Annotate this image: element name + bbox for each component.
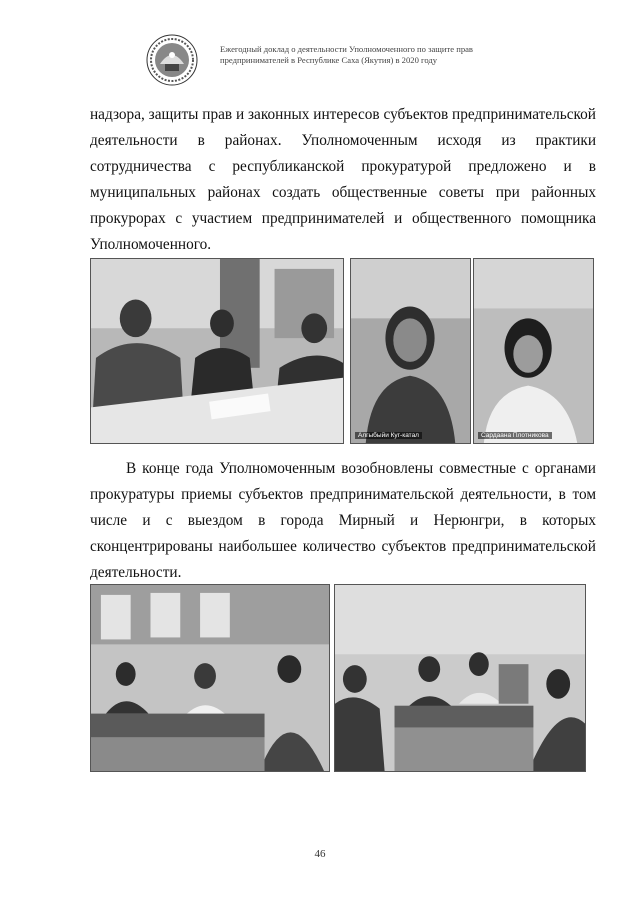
video-participant-name-left: Алгыбыйи Куг-катал (355, 432, 422, 439)
text-line: прокуратуры приемы субъектов предпринимательской деятельности, в том (90, 486, 596, 503)
text-line: муниципальных районах создать общественные советы при районных (90, 184, 596, 201)
photo-image (91, 585, 329, 771)
photo-image (335, 585, 585, 771)
text-line: Уполномоченного. (90, 236, 212, 253)
text-line: числе и с выездом в города Мирный и Нерюнгри, в которых (90, 512, 596, 529)
video-participant-name-right: Сардаана Плотникова (478, 432, 552, 439)
text-line: сотрудничества с республиканской прокуратурой предложено и в (90, 158, 596, 175)
paragraph-2 (90, 456, 596, 586)
meeting-photo-1 (90, 258, 344, 444)
header-line-1: Ежегодный доклад о деятельности Уполномоченного по защите прав (220, 44, 473, 54)
header-line-2: предпринимателей в Республике Саха (Якутия) в 2020 году (220, 55, 438, 65)
text-line: надзора, защиты прав и законных интересов субъектов предпринимательской (90, 106, 596, 123)
text-line: деятельности. (90, 564, 182, 581)
page-number: 46 (314, 848, 326, 860)
report-header (146, 34, 546, 90)
text-line: В конце года Уполномоченным возобновлены совместные с органами (126, 460, 596, 477)
meeting-photo-3 (334, 584, 586, 772)
text-line: сконцентрированы наибольшее количество субъектов предпринимательской (90, 538, 596, 555)
meeting-photo-2 (90, 584, 330, 772)
video-call-frame-right (473, 258, 594, 444)
video-call-frame-left (350, 258, 471, 444)
photo-image (474, 259, 593, 443)
text-line: деятельности в районах. Уполномоченным исходя из практики (90, 132, 596, 149)
header-title (220, 44, 550, 66)
yakutia-emblem-icon (146, 34, 198, 86)
paragraph-1 (90, 102, 596, 258)
photo-image (351, 259, 470, 443)
text-line: прокурорах с участием предпринимателей и общественного помощника (90, 210, 596, 227)
photo-image (91, 259, 343, 443)
